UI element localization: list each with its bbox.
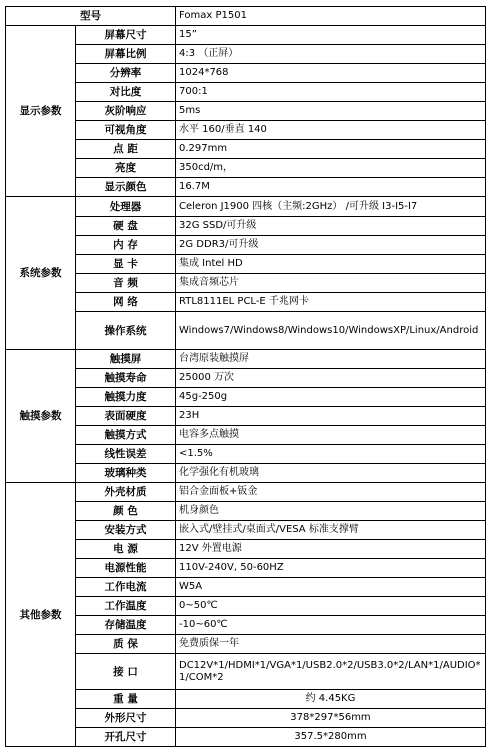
spec-label: 开孔尺寸	[76, 728, 176, 747]
spec-value: <1.5%	[176, 445, 486, 464]
spec-label: 玻璃种类	[76, 464, 176, 483]
spec-row	[6, 83, 486, 102]
spec-label: 音 频	[76, 274, 176, 293]
spec-row	[6, 502, 486, 521]
spec-row	[6, 616, 486, 635]
spec-value: Celeron J1900 四核（主频:2GHz） /可升级 I3-I5-I7	[176, 197, 486, 217]
spec-row	[6, 102, 486, 121]
spec-value: 45g-250g	[176, 388, 486, 407]
spec-value: DC12V*1/HDMI*1/VGA*1/USB2.0*2/USB3.0*2/LAN*1/AUDIO*1/COM*2	[176, 654, 486, 690]
spec-label: 电源性能	[76, 559, 176, 578]
spec-label: 工作温度	[76, 597, 176, 616]
spec-label: 触摸寿命	[76, 369, 176, 388]
spec-label: 可视角度	[76, 121, 176, 140]
spec-value: RTL8111EL PCL-E 千兆网卡	[176, 293, 486, 312]
spec-label: 工作电流	[76, 578, 176, 597]
spec-label: 质 保	[76, 635, 176, 654]
spec-value: 15”	[176, 26, 486, 45]
spec-value: 台湾原装触摸屏	[176, 350, 486, 369]
spec-row	[6, 178, 486, 197]
spec-value: 集成 Intel HD	[176, 255, 486, 274]
spec-label: 触摸屏	[76, 350, 176, 369]
spec-label: 存储温度	[76, 616, 176, 635]
spec-row	[6, 709, 486, 728]
spec-value: -10~60℃	[176, 616, 486, 635]
spec-row	[6, 255, 486, 274]
model-label: 型号	[6, 7, 176, 26]
spec-row	[6, 578, 486, 597]
spec-row	[6, 121, 486, 140]
spec-label: 分辨率	[76, 64, 176, 83]
spec-label: 接 口	[76, 654, 176, 690]
spec-row	[6, 521, 486, 540]
spec-label: 表面硬度	[76, 407, 176, 426]
spec-label: 屏幕比例	[76, 45, 176, 64]
spec-value: 700:1	[176, 83, 486, 102]
spec-row	[6, 483, 486, 502]
spec-value: 12V 外置电源	[176, 540, 486, 559]
spec-row	[6, 407, 486, 426]
spec-row	[6, 728, 486, 747]
spec-sheet	[5, 6, 486, 747]
spec-label: 重 量	[76, 690, 176, 709]
spec-label: 灰阶响应	[76, 102, 176, 121]
spec-value: 5ms	[176, 102, 486, 121]
spec-value: 0~50℃	[176, 597, 486, 616]
spec-row	[6, 350, 486, 369]
spec-value: 1024*768	[176, 64, 486, 83]
spec-table	[5, 6, 486, 747]
spec-value: 25000 万次	[176, 369, 486, 388]
spec-row	[6, 690, 486, 709]
spec-row	[6, 464, 486, 483]
spec-value: 0.297mm	[176, 140, 486, 159]
spec-value: 2G DDR3/可升级	[176, 236, 486, 255]
spec-row	[6, 388, 486, 407]
category-display-params: 显示参数	[6, 26, 76, 197]
spec-label: 点 距	[76, 140, 176, 159]
spec-value: 350cd/m，	[176, 159, 486, 178]
spec-label: 处理器	[76, 197, 176, 217]
spec-label: 电 源	[76, 540, 176, 559]
spec-value: 23H	[176, 407, 486, 426]
model-row	[6, 7, 486, 26]
spec-label: 操作系统	[76, 312, 176, 350]
spec-row	[6, 217, 486, 236]
spec-label: 硬 盘	[76, 217, 176, 236]
spec-label: 屏幕尺寸	[76, 26, 176, 45]
spec-label: 外壳材质	[76, 483, 176, 502]
spec-value: 110V-240V, 50-60HZ	[176, 559, 486, 578]
spec-value: 机身颜色	[176, 502, 486, 521]
spec-label: 网 络	[76, 293, 176, 312]
spec-row	[6, 597, 486, 616]
spec-row	[6, 197, 486, 217]
spec-row	[6, 540, 486, 559]
spec-row	[6, 654, 486, 690]
spec-label: 线性误差	[76, 445, 176, 464]
spec-label: 对比度	[76, 83, 176, 102]
category-touch-params: 触摸参数	[6, 350, 76, 483]
spec-value: 免费质保一年	[176, 635, 486, 654]
spec-row	[6, 426, 486, 445]
spec-value: 4:3 （正屏）	[176, 45, 486, 64]
spec-table-body	[6, 7, 486, 747]
spec-row	[6, 312, 486, 350]
spec-label: 显 卡	[76, 255, 176, 274]
spec-row	[6, 559, 486, 578]
spec-label: 显示颜色	[76, 178, 176, 197]
spec-value: 电容多点触摸	[176, 426, 486, 445]
spec-value: 32G SSD/可升级	[176, 217, 486, 236]
spec-value: W5A	[176, 578, 486, 597]
category-other-params: 其他参数	[6, 483, 76, 747]
spec-label: 外形尺寸	[76, 709, 176, 728]
spec-value: 378*297*56mm	[176, 709, 486, 728]
spec-label: 内 存	[76, 236, 176, 255]
category-system-params: 系统参数	[6, 197, 76, 350]
spec-value: 嵌入式/壁挂式/桌面式/VESA 标准支撑臂	[176, 521, 486, 540]
spec-value: 化学强化有机玻璃	[176, 464, 486, 483]
spec-row	[6, 274, 486, 293]
spec-value: 16.7M	[176, 178, 486, 197]
spec-row	[6, 236, 486, 255]
model-value: Fomax P1501	[176, 7, 486, 26]
spec-row	[6, 293, 486, 312]
spec-row	[6, 45, 486, 64]
spec-row	[6, 140, 486, 159]
spec-value: Windows7/Windows8/Windows10/WindowsXP/Linux/Android	[176, 312, 486, 350]
spec-row	[6, 445, 486, 464]
spec-value: 铝合金面板+钣金	[176, 483, 486, 502]
spec-row	[6, 369, 486, 388]
spec-row	[6, 635, 486, 654]
spec-value: 集成音频芯片	[176, 274, 486, 293]
spec-value: 357.5*280mm	[176, 728, 486, 747]
spec-value: 约 4.45KG	[176, 690, 486, 709]
spec-label: 触摸力度	[76, 388, 176, 407]
spec-value: 水平 160/垂直 140	[176, 121, 486, 140]
spec-label: 安装方式	[76, 521, 176, 540]
spec-row	[6, 159, 486, 178]
spec-label: 触摸方式	[76, 426, 176, 445]
spec-row	[6, 26, 486, 45]
spec-label: 亮度	[76, 159, 176, 178]
spec-label: 颜 色	[76, 502, 176, 521]
spec-row	[6, 64, 486, 83]
